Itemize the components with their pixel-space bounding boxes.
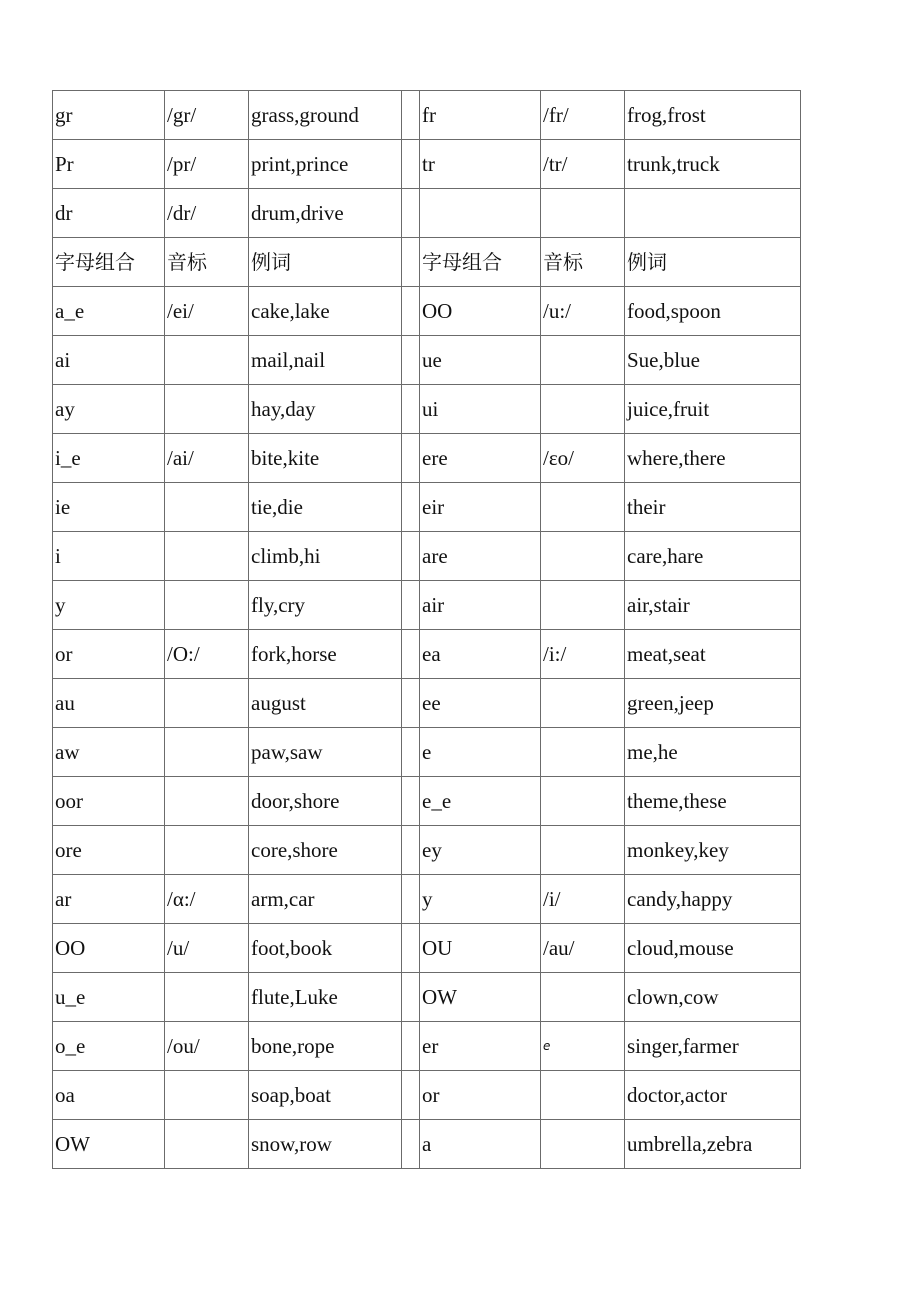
right-example-words: food,spoon bbox=[625, 287, 801, 336]
right-letter-combo: OO bbox=[420, 287, 541, 336]
right-phonetic bbox=[541, 189, 625, 238]
right-phonetic bbox=[541, 973, 625, 1022]
left-example-words: hay,day bbox=[249, 385, 402, 434]
right-phonetic: /au/ bbox=[541, 924, 625, 973]
table-row bbox=[53, 385, 801, 434]
spacer-cell bbox=[402, 728, 420, 777]
left-example-words: tie,die bbox=[249, 483, 402, 532]
left-letter-combo: ai bbox=[53, 336, 165, 385]
left-letter-combo: gr bbox=[53, 91, 165, 140]
table-row bbox=[53, 875, 801, 924]
left-example-words: grass,ground bbox=[249, 91, 402, 140]
table-row bbox=[53, 336, 801, 385]
left-example-words: fly,cry bbox=[249, 581, 402, 630]
right-letter-combo: e_e bbox=[420, 777, 541, 826]
right-letter-combo: ue bbox=[420, 336, 541, 385]
table-row bbox=[53, 924, 801, 973]
right-example-words: theme,these bbox=[625, 777, 801, 826]
spacer-cell bbox=[402, 1071, 420, 1120]
right-letter-combo: ee bbox=[420, 679, 541, 728]
spacer-cell bbox=[402, 91, 420, 140]
right-letter-combo: eir bbox=[420, 483, 541, 532]
left-phonetic bbox=[165, 483, 249, 532]
right-example-words: care,hare bbox=[625, 532, 801, 581]
table-row bbox=[53, 973, 801, 1022]
spacer-cell bbox=[402, 189, 420, 238]
left-letter-combo: au bbox=[53, 679, 165, 728]
right-letter-combo: ui bbox=[420, 385, 541, 434]
left-letter-combo: Pr bbox=[53, 140, 165, 189]
phonics-table bbox=[52, 90, 801, 1169]
right-letter-combo: y bbox=[420, 875, 541, 924]
right-example-words: cloud,mouse bbox=[625, 924, 801, 973]
right-example-words bbox=[625, 189, 801, 238]
table-row bbox=[53, 826, 801, 875]
left-phonetic bbox=[165, 1120, 249, 1169]
spacer-cell bbox=[402, 973, 420, 1022]
right-phonetic: e bbox=[541, 1022, 625, 1071]
left-phonetic: /u/ bbox=[165, 924, 249, 973]
left-example-words: fork,horse bbox=[249, 630, 402, 679]
right-phonetic: /u:/ bbox=[541, 287, 625, 336]
left-letter-combo: a_e bbox=[53, 287, 165, 336]
left-letter-combo: oa bbox=[53, 1071, 165, 1120]
spacer-cell bbox=[402, 434, 420, 483]
table-header-row bbox=[53, 238, 801, 287]
right-phonetic bbox=[541, 336, 625, 385]
table-row bbox=[53, 483, 801, 532]
left-letter-combo: OO bbox=[53, 924, 165, 973]
left-phonetic: /gr/ bbox=[165, 91, 249, 140]
right-phonetic bbox=[541, 581, 625, 630]
right-phonetic: /εo/ bbox=[541, 434, 625, 483]
right-example-words: singer,farmer bbox=[625, 1022, 801, 1071]
spacer-cell bbox=[402, 287, 420, 336]
right-letter-combo: ea bbox=[420, 630, 541, 679]
right-letter-combo: OU bbox=[420, 924, 541, 973]
spacer-cell bbox=[402, 581, 420, 630]
spacer-cell bbox=[402, 777, 420, 826]
left-phonetic: /O:/ bbox=[165, 630, 249, 679]
table-row bbox=[53, 630, 801, 679]
spacer-cell bbox=[402, 679, 420, 728]
table-row bbox=[53, 434, 801, 483]
spacer-cell bbox=[402, 532, 420, 581]
left-phonetic bbox=[165, 336, 249, 385]
left-letter-combo: aw bbox=[53, 728, 165, 777]
table-row bbox=[53, 679, 801, 728]
left-example-words: core,shore bbox=[249, 826, 402, 875]
left-example-words: snow,row bbox=[249, 1120, 402, 1169]
right-example-words: meat,seat bbox=[625, 630, 801, 679]
table-row bbox=[53, 91, 801, 140]
spacer-cell bbox=[402, 483, 420, 532]
left-example-words: drum,drive bbox=[249, 189, 402, 238]
right-phonetic bbox=[541, 385, 625, 434]
spacer-cell bbox=[402, 1120, 420, 1169]
left-phonetic: /α:/ bbox=[165, 875, 249, 924]
right-example-words: green,jeep bbox=[625, 679, 801, 728]
left-example-words: august bbox=[249, 679, 402, 728]
left-letter-combo: oor bbox=[53, 777, 165, 826]
table-row bbox=[53, 1022, 801, 1071]
left-letter-combo: ar bbox=[53, 875, 165, 924]
table-row bbox=[53, 1071, 801, 1120]
right-phonetic: /fr/ bbox=[541, 91, 625, 140]
right-letter-combo: air bbox=[420, 581, 541, 630]
table-row bbox=[53, 1120, 801, 1169]
left-letter-combo: dr bbox=[53, 189, 165, 238]
left-letter-combo: u_e bbox=[53, 973, 165, 1022]
left-letter-combo: i bbox=[53, 532, 165, 581]
right-letter-combo: fr bbox=[420, 91, 541, 140]
left-example-words: foot,book bbox=[249, 924, 402, 973]
left-letter-combo: y bbox=[53, 581, 165, 630]
right-letter-combo: tr bbox=[420, 140, 541, 189]
left-example-words: bone,rope bbox=[249, 1022, 402, 1071]
right-example-words: clown,cow bbox=[625, 973, 801, 1022]
left-example-words: climb,hi bbox=[249, 532, 402, 581]
right-example-words: monkey,key bbox=[625, 826, 801, 875]
right-letter-combo: a bbox=[420, 1120, 541, 1169]
left-phonetic bbox=[165, 679, 249, 728]
spacer-cell bbox=[402, 336, 420, 385]
left-example-words: flute,Luke bbox=[249, 973, 402, 1022]
right-letter-combo: OW bbox=[420, 973, 541, 1022]
left-phonetic bbox=[165, 777, 249, 826]
left-phonetic bbox=[165, 385, 249, 434]
right-letter-combo bbox=[420, 189, 541, 238]
left-example-words: paw,saw bbox=[249, 728, 402, 777]
table-row bbox=[53, 581, 801, 630]
left-phonetic: /ei/ bbox=[165, 287, 249, 336]
right-phonetic: /i/ bbox=[541, 875, 625, 924]
left-phonetic: /pr/ bbox=[165, 140, 249, 189]
table-row bbox=[53, 532, 801, 581]
spacer-cell bbox=[402, 1022, 420, 1071]
left-letter-combo: or bbox=[53, 630, 165, 679]
table-row bbox=[53, 189, 801, 238]
right-letter-combo: ere bbox=[420, 434, 541, 483]
left-phonetic bbox=[165, 1071, 249, 1120]
left-example-words: bite,kite bbox=[249, 434, 402, 483]
right-example-words: their bbox=[625, 483, 801, 532]
spacer-cell bbox=[402, 385, 420, 434]
left-phonetic bbox=[165, 581, 249, 630]
right-letter-combo: are bbox=[420, 532, 541, 581]
left-phonetic bbox=[165, 826, 249, 875]
left-example-words: arm,car bbox=[249, 875, 402, 924]
left-letter-combo: OW bbox=[53, 1120, 165, 1169]
header-phonetic: 音标 bbox=[165, 238, 249, 287]
right-letter-combo: e bbox=[420, 728, 541, 777]
left-letter-combo: o_e bbox=[53, 1022, 165, 1071]
spacer-cell bbox=[402, 238, 420, 287]
right-example-words: frog,frost bbox=[625, 91, 801, 140]
right-example-words: where,there bbox=[625, 434, 801, 483]
header-letter-combo: 字母组合 bbox=[53, 238, 165, 287]
table-row bbox=[53, 728, 801, 777]
left-letter-combo: i_e bbox=[53, 434, 165, 483]
spacer-cell bbox=[402, 630, 420, 679]
left-phonetic bbox=[165, 973, 249, 1022]
right-letter-combo: ey bbox=[420, 826, 541, 875]
table-row bbox=[53, 777, 801, 826]
left-phonetic: /ai/ bbox=[165, 434, 249, 483]
right-letter-combo: er bbox=[420, 1022, 541, 1071]
header-letter-combo: 字母组合 bbox=[420, 238, 541, 287]
right-example-words: doctor,actor bbox=[625, 1071, 801, 1120]
left-example-words: print,prince bbox=[249, 140, 402, 189]
right-letter-combo: or bbox=[420, 1071, 541, 1120]
right-phonetic: /tr/ bbox=[541, 140, 625, 189]
right-example-words: me,he bbox=[625, 728, 801, 777]
right-phonetic bbox=[541, 1120, 625, 1169]
left-example-words: cake,lake bbox=[249, 287, 402, 336]
right-phonetic: /i:/ bbox=[541, 630, 625, 679]
spacer-cell bbox=[402, 826, 420, 875]
left-phonetic: /dr/ bbox=[165, 189, 249, 238]
right-phonetic bbox=[541, 532, 625, 581]
left-example-words: soap,boat bbox=[249, 1071, 402, 1120]
table-row bbox=[53, 287, 801, 336]
table-row bbox=[53, 140, 801, 189]
right-phonetic bbox=[541, 777, 625, 826]
right-example-words: umbrella,zebra bbox=[625, 1120, 801, 1169]
left-phonetic: /ou/ bbox=[165, 1022, 249, 1071]
right-phonetic bbox=[541, 728, 625, 777]
left-letter-combo: ore bbox=[53, 826, 165, 875]
right-phonetic bbox=[541, 1071, 625, 1120]
header-phonetic: 音标 bbox=[541, 238, 625, 287]
right-example-words: trunk,truck bbox=[625, 140, 801, 189]
left-example-words: door,shore bbox=[249, 777, 402, 826]
left-letter-combo: ay bbox=[53, 385, 165, 434]
header-example-words: 例词 bbox=[249, 238, 402, 287]
right-example-words: air,stair bbox=[625, 581, 801, 630]
header-example-words: 例词 bbox=[625, 238, 801, 287]
left-phonetic bbox=[165, 532, 249, 581]
right-phonetic bbox=[541, 826, 625, 875]
right-phonetic bbox=[541, 483, 625, 532]
right-example-words: candy,happy bbox=[625, 875, 801, 924]
left-letter-combo: ie bbox=[53, 483, 165, 532]
spacer-cell bbox=[402, 140, 420, 189]
right-example-words: juice,fruit bbox=[625, 385, 801, 434]
right-phonetic bbox=[541, 679, 625, 728]
right-example-words: Sue,blue bbox=[625, 336, 801, 385]
spacer-cell bbox=[402, 875, 420, 924]
left-example-words: mail,nail bbox=[249, 336, 402, 385]
phonics-table-body bbox=[53, 91, 801, 1169]
left-phonetic bbox=[165, 728, 249, 777]
spacer-cell bbox=[402, 924, 420, 973]
